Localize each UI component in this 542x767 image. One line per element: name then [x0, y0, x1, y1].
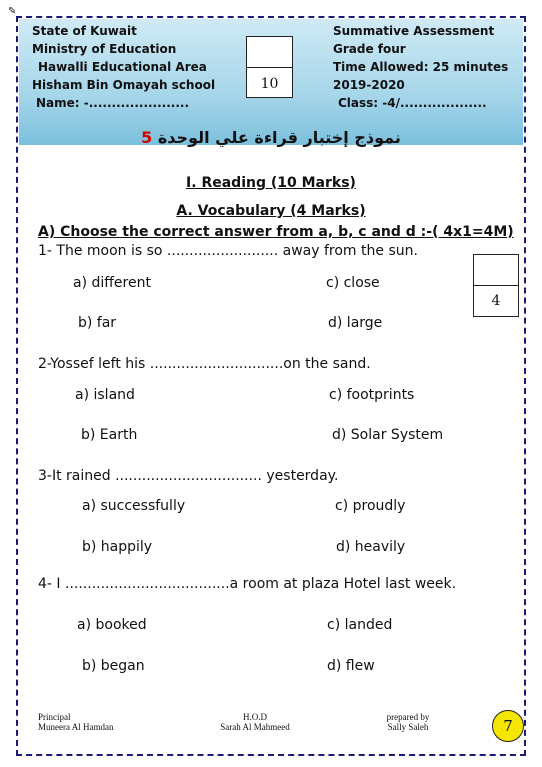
q1-option-c[interactable]: c) close: [326, 275, 380, 291]
footer-prepared: [378, 712, 438, 732]
arabic-title: [0, 128, 542, 147]
q3-option-a[interactable]: a) successfully: [82, 498, 186, 514]
total-score-box: [246, 36, 293, 98]
header-time: Time Allowed: 25 minutes: [333, 60, 509, 74]
q3-option-d[interactable]: d) heavily: [336, 539, 406, 555]
question-2: 2-Yossef left his ..............................on the sand.: [38, 356, 371, 372]
total-score: 10: [260, 76, 279, 92]
hod-name: Sarah Al Mahmeed: [220, 722, 290, 732]
principal-name: Muneera Al Hamdan: [38, 722, 114, 732]
q2-option-a[interactable]: a) island: [75, 387, 135, 403]
arabic-unit-number: 5: [141, 128, 153, 147]
q3-option-b[interactable]: b) happily: [82, 539, 153, 555]
q2-option-c[interactable]: c) footprints: [329, 387, 415, 403]
question-3: 3-It rained ................................. yesterday.: [38, 468, 339, 484]
section-score-box: [473, 254, 519, 317]
q2-option-b[interactable]: b) Earth: [81, 427, 138, 443]
reading-heading: I. Reading (10 Marks): [186, 175, 356, 191]
question-4: 4- I .....................................a room at plaza Hotel last week.: [38, 576, 457, 592]
q2-option-d[interactable]: d) Solar System: [332, 427, 444, 443]
section-score: 4: [491, 293, 501, 309]
hod-title: H.O.D: [243, 712, 267, 722]
prepared-title: prepared by: [386, 712, 430, 722]
principal-title: Principal: [38, 712, 71, 722]
q3-option-c[interactable]: c) proudly: [335, 498, 406, 514]
header-assessment: Summative Assessment: [333, 24, 495, 38]
q4-option-b[interactable]: b) began: [82, 658, 145, 674]
class-field[interactable]: Class: -4/...................: [338, 96, 487, 110]
vocabulary-heading: A. Vocabulary (4 Marks): [176, 203, 366, 219]
header-year: 2019-2020: [333, 78, 405, 92]
header-grade: Grade four: [333, 42, 406, 56]
header-state: State of Kuwait: [32, 24, 137, 38]
corner-mark: ✎: [8, 6, 17, 17]
section-score-divider: [474, 285, 518, 286]
page-border: [16, 16, 526, 756]
header-school: Hisham Bin Omayah school: [32, 78, 216, 92]
q4-option-a[interactable]: a) booked: [77, 617, 147, 633]
q1-option-a[interactable]: a) different: [73, 275, 151, 291]
arabic-title-text: نموذج إختبار قراءة علي الوحدة: [157, 128, 401, 147]
q4-option-d[interactable]: d) flew: [327, 658, 375, 674]
question-1: 1- The moon is so ......................... away from the sun.: [38, 243, 418, 259]
page-number-badge: 7: [492, 710, 524, 742]
q1-option-b[interactable]: b) far: [78, 315, 117, 331]
footer-principal: [38, 712, 113, 732]
score-divider: [247, 67, 292, 68]
header-ministry: Ministry of Education: [32, 42, 177, 56]
name-field[interactable]: Name: -......................: [36, 96, 190, 110]
prepared-name: Sally Saleh: [387, 722, 429, 732]
q4-option-c[interactable]: c) landed: [327, 617, 393, 633]
instruction-line: A) Choose the correct answer from a, b, c and d :-( 4x1=4M): [38, 224, 514, 240]
header-area: Hawalli Educational Area: [38, 60, 207, 74]
q1-option-d[interactable]: d) large: [328, 315, 383, 331]
footer-hod: [210, 712, 300, 732]
